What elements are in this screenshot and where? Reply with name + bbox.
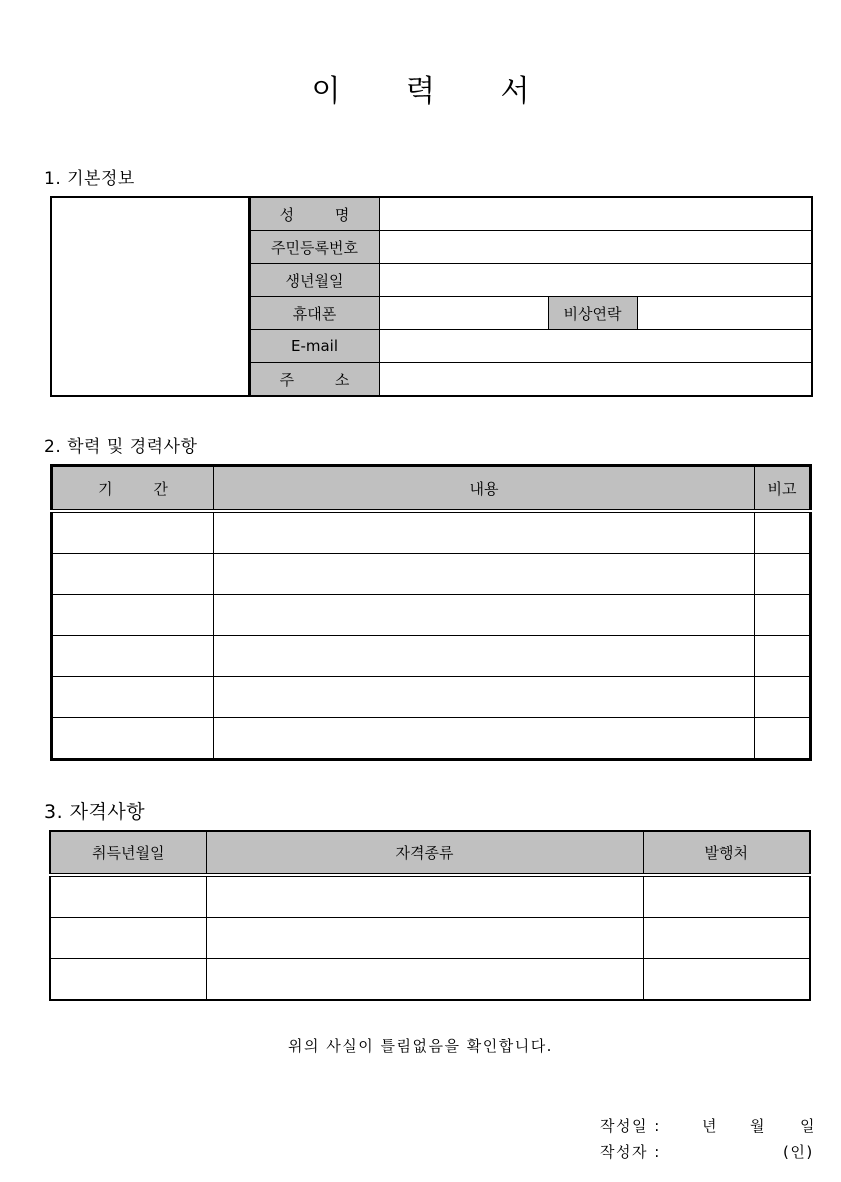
license-issuer-cell[interactable] bbox=[643, 959, 810, 1001]
birth-date-label: 생년월일 bbox=[249, 264, 379, 297]
career-rows bbox=[52, 511, 811, 760]
emergency-contact-field[interactable] bbox=[637, 297, 812, 330]
date-label: 작성일 : bbox=[600, 1117, 661, 1135]
career-content-cell[interactable] bbox=[214, 636, 755, 677]
license-type-cell[interactable] bbox=[206, 959, 643, 1001]
career-content-cell[interactable] bbox=[214, 595, 755, 636]
career-period-cell[interactable] bbox=[52, 595, 214, 636]
career-table bbox=[50, 464, 812, 761]
address-field[interactable] bbox=[379, 363, 812, 397]
career-content-cell[interactable] bbox=[214, 554, 755, 595]
career-period-cell[interactable] bbox=[52, 677, 214, 718]
birth-date-field[interactable] bbox=[379, 264, 812, 297]
career-period-cell[interactable] bbox=[52, 554, 214, 595]
career-content-cell[interactable] bbox=[214, 677, 755, 718]
license-date-cell[interactable] bbox=[50, 875, 206, 918]
document-title: 이 력 서 bbox=[311, 74, 558, 109]
career-note-cell[interactable] bbox=[755, 677, 811, 718]
license-table bbox=[49, 830, 811, 1001]
license-type-cell[interactable] bbox=[206, 875, 643, 918]
career-note-cell[interactable] bbox=[755, 595, 811, 636]
career-note-cell[interactable] bbox=[755, 554, 811, 595]
license-rows bbox=[50, 875, 810, 1000]
license-row bbox=[50, 918, 810, 959]
career-col-note: 비고 bbox=[755, 466, 811, 512]
basic-info-table bbox=[50, 196, 813, 397]
confirmation-text: 위의 사실이 틀림없음을 확인합니다. bbox=[288, 1037, 553, 1055]
career-row bbox=[52, 511, 811, 554]
career-row bbox=[52, 554, 811, 595]
career-period-cell[interactable] bbox=[52, 636, 214, 677]
license-col-issuer: 발행처 bbox=[643, 831, 810, 875]
author-label: 작성자 : bbox=[600, 1143, 661, 1161]
career-content-cell[interactable] bbox=[214, 511, 755, 554]
seal-label: (인) bbox=[783, 1143, 814, 1161]
license-date-cell[interactable] bbox=[50, 959, 206, 1001]
resident-number-label: 주민등록번호 bbox=[249, 231, 379, 264]
career-col-content: 내용 bbox=[214, 466, 755, 512]
career-period-cell[interactable] bbox=[52, 511, 214, 554]
career-note-cell[interactable] bbox=[755, 718, 811, 760]
name-field[interactable] bbox=[379, 197, 812, 231]
mobile-label: 휴대폰 bbox=[249, 297, 379, 330]
photo-cell[interactable] bbox=[51, 197, 249, 396]
mobile-field[interactable] bbox=[379, 297, 548, 330]
career-period-cell[interactable] bbox=[52, 718, 214, 760]
email-field[interactable] bbox=[379, 330, 812, 363]
license-row bbox=[50, 959, 810, 1001]
career-row bbox=[52, 718, 811, 760]
section-heading-license: 3. 자격사항 bbox=[44, 801, 146, 823]
day-label: 일 bbox=[800, 1117, 816, 1135]
license-row bbox=[50, 875, 810, 918]
section-heading-career: 2. 학력 및 경력사항 bbox=[44, 437, 198, 457]
month-label: 월 bbox=[750, 1117, 766, 1135]
career-col-period: 기 간 bbox=[52, 466, 214, 512]
emergency-contact-label: 비상연락 bbox=[548, 297, 637, 330]
license-col-date: 취득년월일 bbox=[50, 831, 206, 875]
license-type-cell[interactable] bbox=[206, 918, 643, 959]
address-label: 주 소 bbox=[249, 363, 379, 397]
career-row bbox=[52, 636, 811, 677]
name-label: 성 명 bbox=[249, 197, 379, 231]
section-heading-basic: 1. 기본정보 bbox=[44, 169, 135, 189]
license-issuer-cell[interactable] bbox=[643, 875, 810, 918]
career-row bbox=[52, 677, 811, 718]
career-row bbox=[52, 595, 811, 636]
career-note-cell[interactable] bbox=[755, 511, 811, 554]
license-issuer-cell[interactable] bbox=[643, 918, 810, 959]
email-label: E-mail bbox=[249, 330, 379, 363]
career-content-cell[interactable] bbox=[214, 718, 755, 760]
resident-number-field[interactable] bbox=[379, 231, 812, 264]
license-col-type: 자격종류 bbox=[206, 831, 643, 875]
year-label: 년 bbox=[702, 1117, 718, 1135]
career-note-cell[interactable] bbox=[755, 636, 811, 677]
license-date-cell[interactable] bbox=[50, 918, 206, 959]
